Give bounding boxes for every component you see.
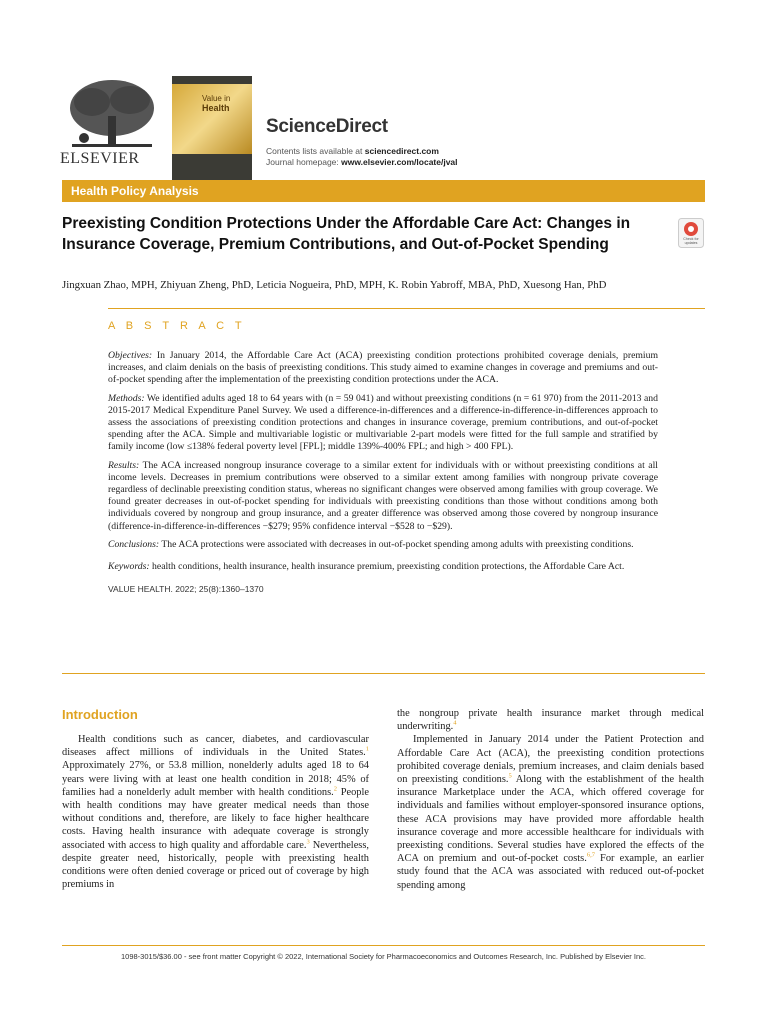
ref-3[interactable]: 3 (306, 838, 310, 846)
homepage-line: Journal homepage: www.elsevier.com/locate/jval (266, 157, 458, 167)
authors: Jingxuan Zhao, MPH, Zhiyuan Zheng, PhD, Leticia Nogueira, PhD, MPH, K. Robin Yabroff, MBA, PhD, Xuesong Han, PhD (62, 279, 607, 291)
intro-paragraph-3: Implemented in January 2014 under the Patient Protection and Affordable Care Act (ACA), the preexisting condition protections prohibited coverage denials, premium increases, and claim denials based on preexisting conditions.$^5$ Along with the establishment of the health insurance Marketplace under the ACA, which offered coverage for individuals and families without employer-sponsored insurance options, these ACA provisions may have provided more affordable health insurance coverage and more accessible healthcare for individuals with preexisting conditions. Several studies have explored the effects of the ACA on premium and out-of-pocket costs.$^{6,7}$ For example, an earlier study found that the ACA was associated with reduced out-of-pocket spending among (397, 734, 704, 891)
ref-5[interactable]: 5 (508, 772, 512, 780)
cover-line2: Health (202, 103, 230, 113)
abstract-conclusions: Conclusions: The ACA protections were associated with decreases in out-of-pocket spending among adults with preexisting conditions. (108, 538, 634, 550)
ref-4[interactable]: 4 (453, 719, 457, 727)
ref-1[interactable]: 1 (365, 745, 369, 753)
ref-2[interactable]: 2 (333, 785, 337, 793)
rule-top (108, 308, 705, 309)
abstract-results: Results: The ACA increased nongroup insurance coverage to a similar extent for individuals with or without preexisting conditions at all income levels. Decreases in premium contributions were observed to a similar extent among families with nongroup private coverage regardless of declinable preexisting condition status, whereas no significant changes were observed among families with group coverage. We found greater decreases in out-of-pocket spending for individuals with preexisting conditions than those without conditions among both individuals covered by nongroup and group insurance, and a greater difference was observed among those covered by nongroup insurance (difference-in-difference-in-differences −$279; 95% confidence interval −$528 to −$29). (108, 459, 658, 532)
abstract-keywords: Keywords: health conditions, health insurance, health insurance premium, preexisting condition protections, the Affordable Care Act. (108, 561, 625, 573)
abstract-body (108, 350, 658, 601)
section-band (62, 180, 705, 202)
elsevier-logo (62, 76, 162, 168)
publisher-name: ELSEVIER (60, 150, 140, 167)
column-left (62, 733, 369, 891)
rule-footer (62, 945, 705, 946)
introduction-heading: Introduction (62, 707, 138, 722)
contents-line: Contents lists available at sciencedirect.com (266, 146, 439, 156)
citation: VALUE HEALTH. 2022; 25(8):1360–1370 (108, 584, 264, 595)
ref-6-7[interactable]: 6,7 (586, 851, 595, 859)
column-right (397, 707, 704, 892)
section-label: Health Policy Analysis (71, 184, 199, 198)
check-for-updates-badge[interactable] (678, 218, 704, 248)
abstract-heading: A B S T R A C T (108, 320, 246, 332)
journal-homepage-link[interactable]: www.elsevier.com/locate/jval (341, 157, 458, 167)
copyright-footer: 1098-3015/$36.00 - see front matter Copyright © 2022, International Society for Pharmacoeconomics and Outcomes Research, Inc. Published by Elsevier Inc. (121, 952, 646, 961)
abstract-methods: Methods: We identified adults aged 18 to 64 years with (n = 59 041) and without preexisting conditions (n = 61 970) from the 2011-2013 and 2015-2017 Medical Expenditure Panel Survey. We used a difference-in-differences and a difference-in-difference-in-differences approach to assess the associations of preexisting condition protections and changes in insurance coverage, premium contributions, and out-of-pocket spending after the ACA. Simple and multivariable logistic or multivariable 2-part models were fitted for the full sample and stratified by family income (low ≤138% federal poverty level [FPL]; middle 139%-400% FPL; and high > 400 FPL). (108, 392, 658, 453)
platform-name: ScienceDirect (266, 116, 388, 137)
article-title: Preexisting Condition Protections Under the Affordable Care Act: Changes in Insurance Coverage, Premium Contributions, and Out-of-Pocket Spending (62, 215, 631, 253)
sciencedirect-link[interactable]: sciencedirect.com (364, 146, 439, 156)
rule-bottom (62, 673, 705, 674)
badge-text: Check for updates (683, 237, 699, 245)
journal-cover (172, 76, 252, 182)
intro-paragraph-2: the nongroup private health insurance market through medical underwriting.$^4$ (397, 708, 704, 733)
abstract-objectives: Objectives: In January 2014, the Affordable Care Act (ACA) preexisting condition protections prohibited coverage denials, premium increases, and claim denials on the basis of preexisting conditions. This study aimed to examine changes in coverage and premiums and out-of-pocket spending after the implementation of the preexisting condition protections under the ACA. (108, 350, 658, 386)
cover-line1: Value in (202, 94, 231, 103)
intro-paragraph-1: Health conditions such as cancer, diabetes, and cardiovascular diseases affect millions of individuals in the United States.$^1$ Approximately 27%, or 53.8 million, nonelderly adults aged 18 to 64 years were living with at least one health condition in 2018; 45% of families had a nonelderly adult member with health conditions.$^2$ People with health conditions may have greater medical needs than those without conditions and, therefore, are likely to face higher healthcare costs. Having health insurance with adequate coverage is strongly associated with access to high quality and affordable care.$^3$ Nevertheless, despite greater need, historically, people with preexisting health conditions were often denied coverage or priced out of coverage by high premiums in (62, 734, 369, 891)
